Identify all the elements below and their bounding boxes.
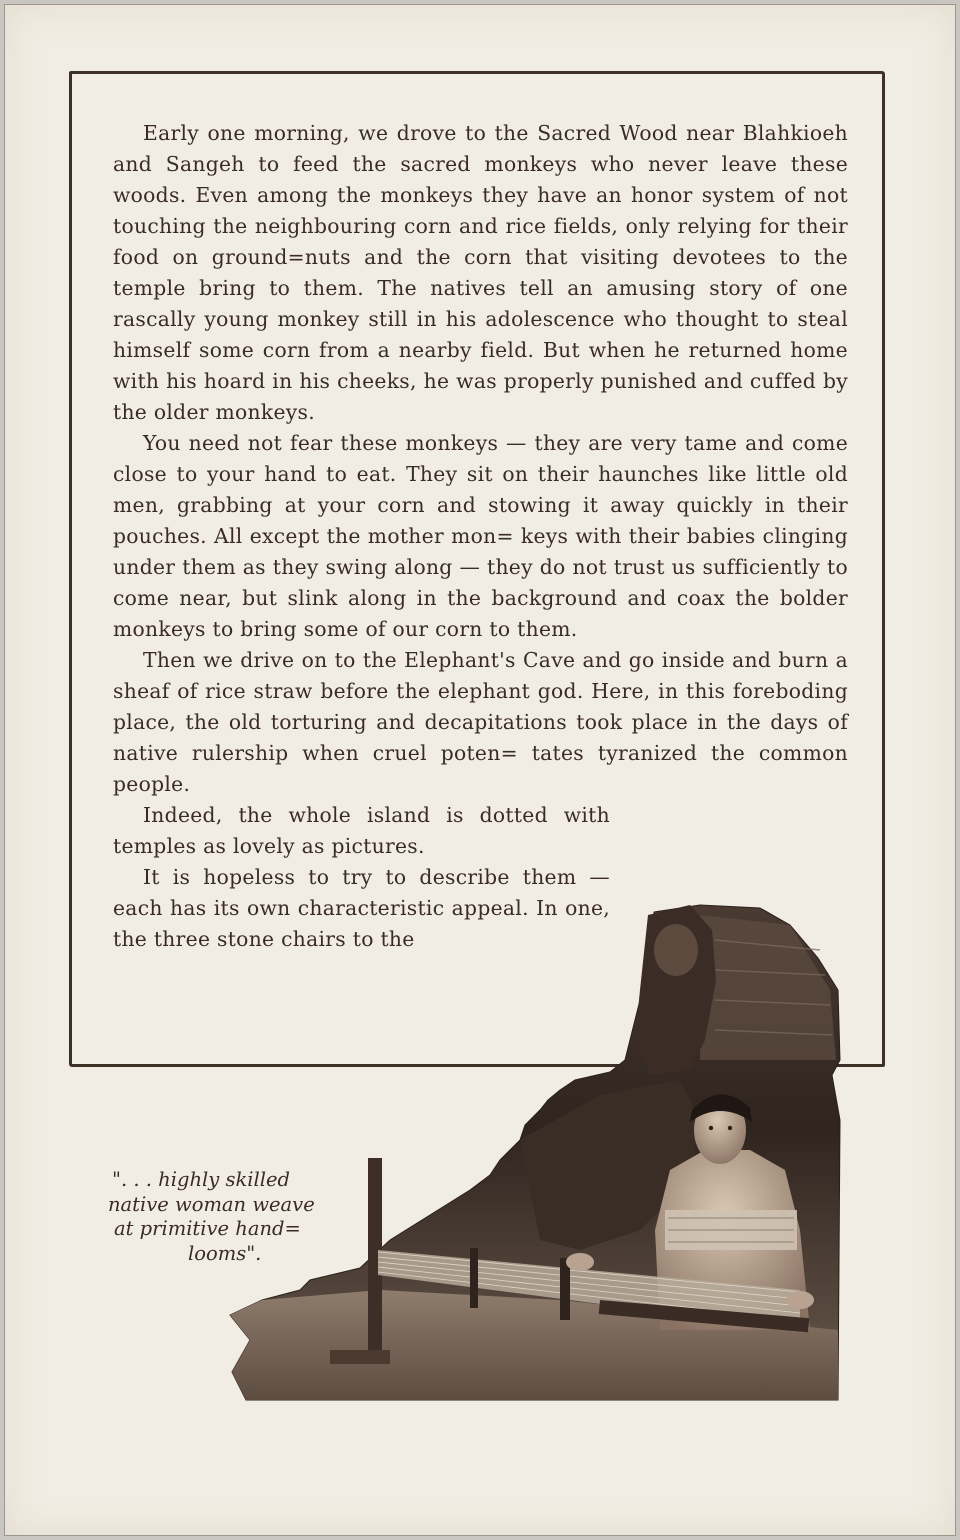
loom-base	[330, 1350, 390, 1364]
paragraph-temples: Indeed, the whole island is dotted with temples as lovely as pictures.	[113, 803, 610, 858]
statue-head	[654, 924, 698, 976]
weaver-left-hand	[566, 1253, 594, 1271]
weaver-right-hand	[786, 1291, 814, 1309]
paragraph-describe: It is hopeless to try to describe them — each has its own characteristic appeal. In one, the three stone chairs to the	[113, 865, 610, 951]
loom-beater	[560, 1258, 570, 1320]
caption-line-3: at primitive hand=	[114, 1217, 301, 1240]
caption-line-4: looms".	[188, 1241, 262, 1265]
caption-line-2: native woman weave	[108, 1192, 315, 1216]
photo-caption	[108, 1168, 346, 1266]
paragraph-monkeys: Early one morning, we drove to the Sacred Wood near Blahkioeh and Sangeh to feed the sacred monkeys who never leave these woods. Even among the monkeys they have an honor system of not touching the neighbouring corn and rice fields, only relying for their food on ground=nuts and the corn that visiting devotees to the temple bring to them. The natives tell an amusing story of one rascally young monkey still in his adolescence who thought to steal himself some corn from a nearby field. But when he returned home with his hoard in his cheeks, he was properly punished and cuffed by the older monkeys.	[113, 121, 848, 424]
loom-heddle	[470, 1248, 478, 1308]
caption-line-1: ". . . highly skilled	[112, 1168, 291, 1191]
paragraph-tame-monkeys: You need not fear these monkeys — they are very tame and come close to your hand to eat. They sit on their haunches like little old men, grabbing at your corn and stowing it away quickly in their pouches. All except the mother mon= keys with their babies clinging under them as they swing along — they do not trust us sufficiently to come near, but slink along in the background and coax the bolder monkeys to bring some of our corn to them.	[113, 431, 848, 641]
paragraph-elephant-cave: Then we drive on to the Elephant's Cave and go inside and burn a sheaf of rice straw before the elephant god. Here, in this foreboding place, the old torturing and decapitations took place in the days of native rulership when cruel poten= tates tyranized the common people.	[113, 648, 848, 796]
carved-panel	[700, 915, 836, 1060]
